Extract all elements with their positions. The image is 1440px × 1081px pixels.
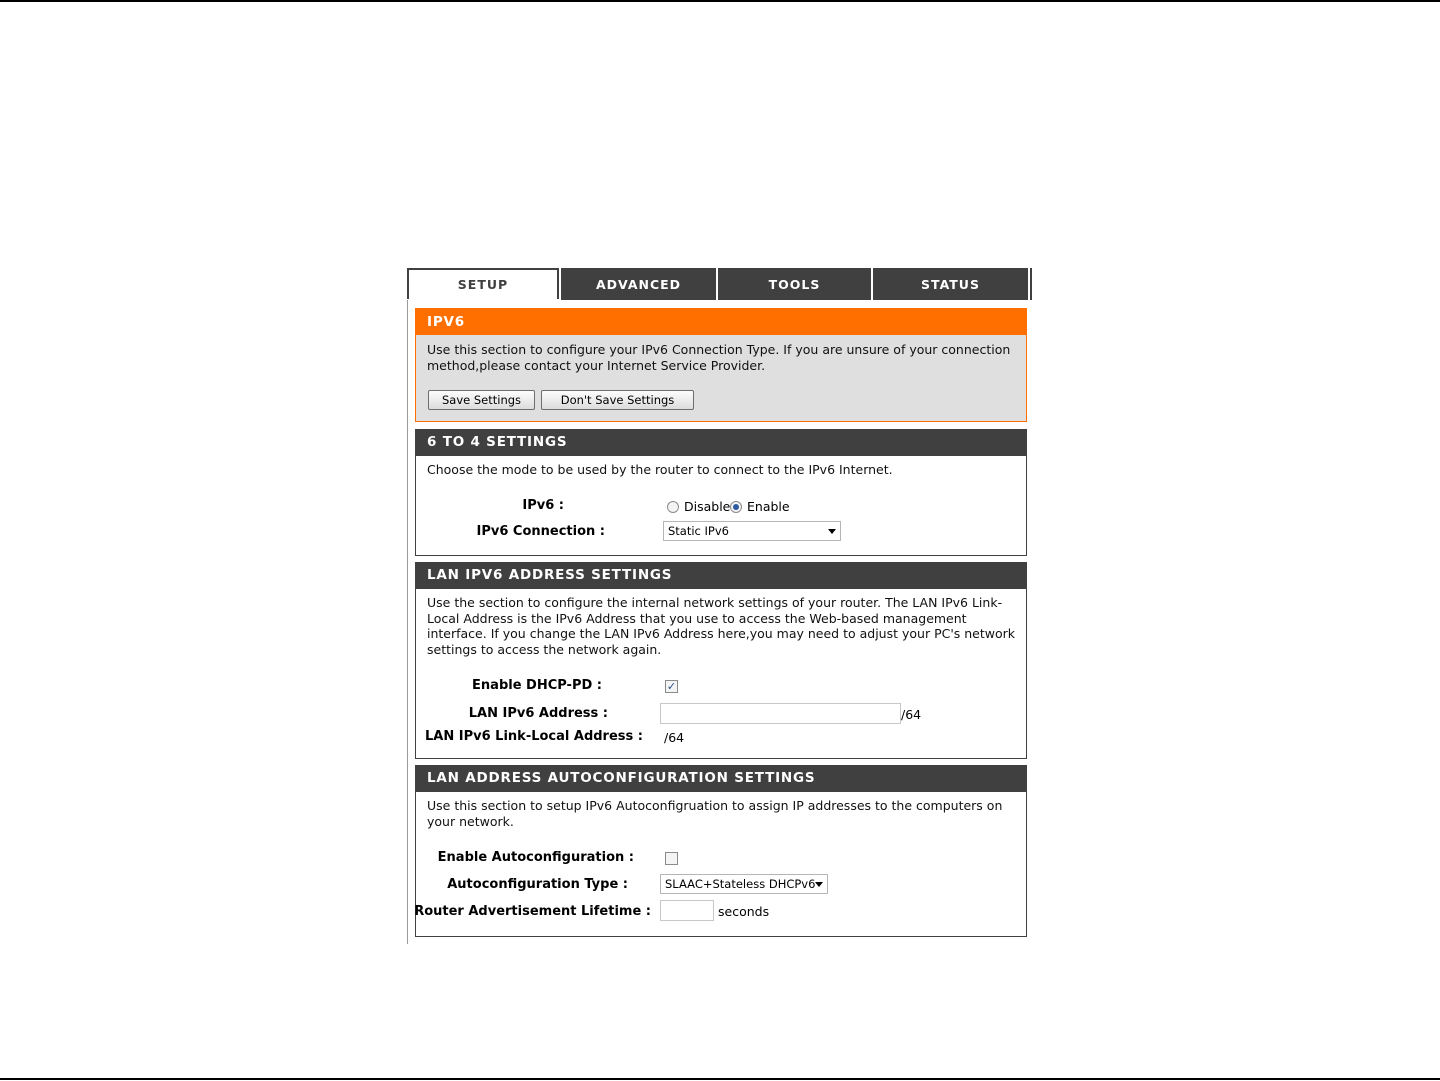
ipv6-section bbox=[415, 308, 1027, 422]
autoconfiguration-type-label: Autoconfiguration Type : bbox=[447, 877, 628, 892]
enable-dhcp-pd-checkbox[interactable] bbox=[665, 680, 678, 693]
link-local-address-value: /64 bbox=[664, 730, 685, 745]
ipv6-connection-label: IPv6 Connection : bbox=[476, 524, 605, 539]
enable-autoconfiguration-checkbox[interactable] bbox=[665, 852, 678, 865]
lan-ipv6-description: Use the section to configure the internal network settings of your router. The LAN IPv6 Link-Local Address is the IPv6 Address that you use to access the Web-based management interface. If you change the LAN IPv6 Address here,you may need to adjust your PC's network settings to access the network again. bbox=[427, 595, 1016, 657]
autoconfig-description: Use this section to setup IPv6 Autoconfigruation to assign IP addresses to the computers on your network. bbox=[427, 798, 1003, 829]
autoconfig-section bbox=[415, 765, 1027, 937]
ipv6-section-description: Use this section to configure your IPv6 Connection Type. If you are unsure of your connection method,please contact your Internet Service Provider. bbox=[427, 342, 1011, 373]
bottom-rule bbox=[0, 1078, 1440, 1080]
lan-ipv6-address-label: LAN IPv6 Address : bbox=[468, 706, 608, 721]
top-rule bbox=[0, 0, 1440, 2]
tab-bar-end bbox=[1028, 268, 1032, 300]
lifetime-unit-label: seconds bbox=[718, 904, 770, 919]
tab-status[interactable]: STATUS bbox=[871, 268, 1028, 300]
six-to-four-title: 6 TO 4 SETTINGS bbox=[416, 429, 1026, 456]
enable-autoconfiguration-label: Enable Autoconfiguration : bbox=[437, 850, 634, 865]
autoconfiguration-type-value: SLAAC+Stateless DHCPv6 bbox=[665, 877, 816, 891]
ipv6-disable-radio[interactable] bbox=[667, 501, 679, 513]
ipv6-connection-value: Static IPv6 bbox=[668, 524, 729, 538]
tab-setup[interactable]: SETUP bbox=[407, 268, 559, 299]
autoconfig-title: LAN ADDRESS AUTOCONFIGURATION SETTINGS bbox=[416, 765, 1026, 792]
autoconfiguration-type-select[interactable] bbox=[660, 874, 828, 894]
ipv6-disable-label: Disable bbox=[684, 499, 731, 514]
enable-dhcp-pd-label: Enable DHCP-PD : bbox=[472, 678, 602, 693]
tab-tools[interactable]: TOOLS bbox=[716, 268, 871, 300]
chevron-down-icon bbox=[828, 529, 836, 534]
save-settings-button[interactable]: Save Settings bbox=[428, 390, 535, 410]
lan-ipv6-title: LAN IPV6 ADDRESS SETTINGS bbox=[416, 562, 1026, 589]
tab-advanced[interactable]: ADVANCED bbox=[559, 268, 716, 300]
main-tabs bbox=[407, 268, 1032, 300]
six-to-four-description: Choose the mode to be used by the router to connect to the IPv6 Internet. bbox=[427, 462, 893, 477]
router-advertisement-lifetime-input[interactable] bbox=[660, 900, 714, 921]
ipv6-connection-select[interactable] bbox=[663, 521, 841, 541]
check-icon: ✓ bbox=[666, 680, 677, 693]
panel-left-border bbox=[407, 300, 408, 944]
ipv6-label: IPv6 : bbox=[522, 498, 564, 513]
lan-ipv6-address-input[interactable] bbox=[660, 703, 901, 724]
chevron-down-icon bbox=[815, 882, 823, 887]
ipv6-enable-radio[interactable] bbox=[730, 501, 742, 513]
dont-save-settings-button[interactable]: Don't Save Settings bbox=[541, 390, 694, 410]
ipv6-enable-label: Enable bbox=[747, 499, 790, 514]
router-advertisement-lifetime-label: Router Advertisement Lifetime : bbox=[414, 904, 651, 919]
lan-ipv6-address-suffix: /64 bbox=[901, 707, 922, 722]
lan-ipv6-section bbox=[415, 562, 1027, 759]
six-to-four-section bbox=[415, 429, 1027, 556]
ipv6-section-title: IPV6 bbox=[416, 309, 1026, 335]
link-local-address-label: LAN IPv6 Link-Local Address : bbox=[425, 729, 643, 744]
